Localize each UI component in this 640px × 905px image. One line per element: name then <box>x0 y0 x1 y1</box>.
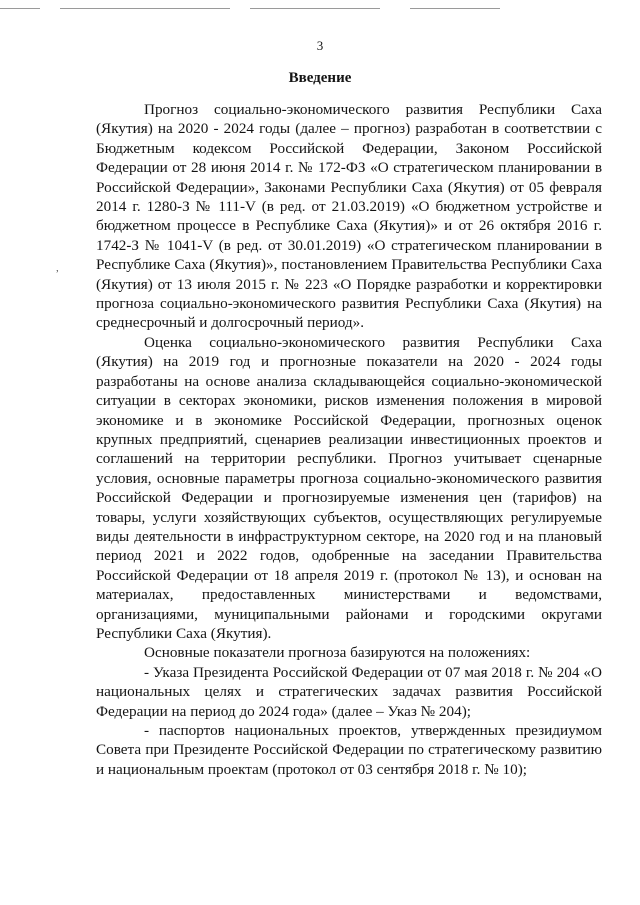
scan-edge-line <box>410 8 500 9</box>
document-body <box>96 100 602 779</box>
scan-edge-line <box>250 8 380 9</box>
paragraph: Основные показатели прогноза базируются на положениях: <box>144 644 531 662</box>
list-item: - Указа Президента Российской Федерации от 07 мая 2018 г. № 204 «О национальных целях и стратегических задачах развития Российской Федерации на период до 2024 года» (далее – Указ № 204); <box>96 663 602 720</box>
list-item: - паспортов национальных проектов, утвержденных президиумом Совета при Президенте Российской Федерации по стратегическому развитию и национальным проектам (протокол от 03 сентября 2018 г. № 10); <box>96 722 602 778</box>
paragraph: Прогноз социально-экономического развития Республики Саха (Якутия) на 2020 - 2024 годы (далее – прогноз) разработан в соответствии с Бюджетным кодексом Российской Федерации, Законом Российской Федерации от 28 июня 2014 г. № 172-ФЗ «О стратегическом планировании в Российской Федерации», Законами Республики Саха (Якутия) от 05 февраля 2014 г. 1280-З № 111-V (в ред. от 21.03.2019) «О бюджетном устройстве и бюджетном процессе в Республике Саха (Якутия)» и от 26 октября 2016 г. 1742-З № 1041-V (в ред. от 30.01.2019) «О стратегическом планировании в Республике Саха (Якутия)», постановлением Правительства Республики Саха (Якутия) от 13 июля 2015 г. № 223 «О Порядке разработки и корректировки прогноза социально-экономического развития Республики Саха (Якутия) на среднесрочный и долгосрочный период». <box>96 101 602 332</box>
paragraph: Оценка социально-экономического развития Республики Саха (Якутия) на 2019 год и прогнозные показатели на 2020 - 2024 годы разработаны на основе анализа складывающейся социально-экономической ситуации в секторах экономики, рисков изменения положения в мировой экономике и в экономике Российской Федерации, прогнозных оценок крупных предприятий, сценариев реализации инвестиционных проектов и соглашений на территории республики. Прогноз учитывает сценарные условия, основные параметры прогноза социально-экономического развития Российской Федерации и прогнозируемые изменения цен (тарифов) на товары, услуги хозяйствующих субъектов, осуществляющих регулируемые виды деятельности в инфраструктурном секторе, на 2020 год и на плановый период 2021 и 2022 годов, одобренные на заседании Правительства Российской Федерации от 18 апреля 2019 г. (протокол № 13), и основан на материалах, предоставленных министерствами и ведомствами, организациями, муниципальными районами и городскими округами Республики Саха (Якутия). <box>96 333 602 642</box>
scan-edge-line <box>60 8 230 9</box>
margin-mark: , <box>56 262 59 274</box>
scan-edge-line <box>0 8 40 9</box>
page-number: 3 <box>316 38 324 53</box>
page-title: Введение <box>288 70 352 86</box>
